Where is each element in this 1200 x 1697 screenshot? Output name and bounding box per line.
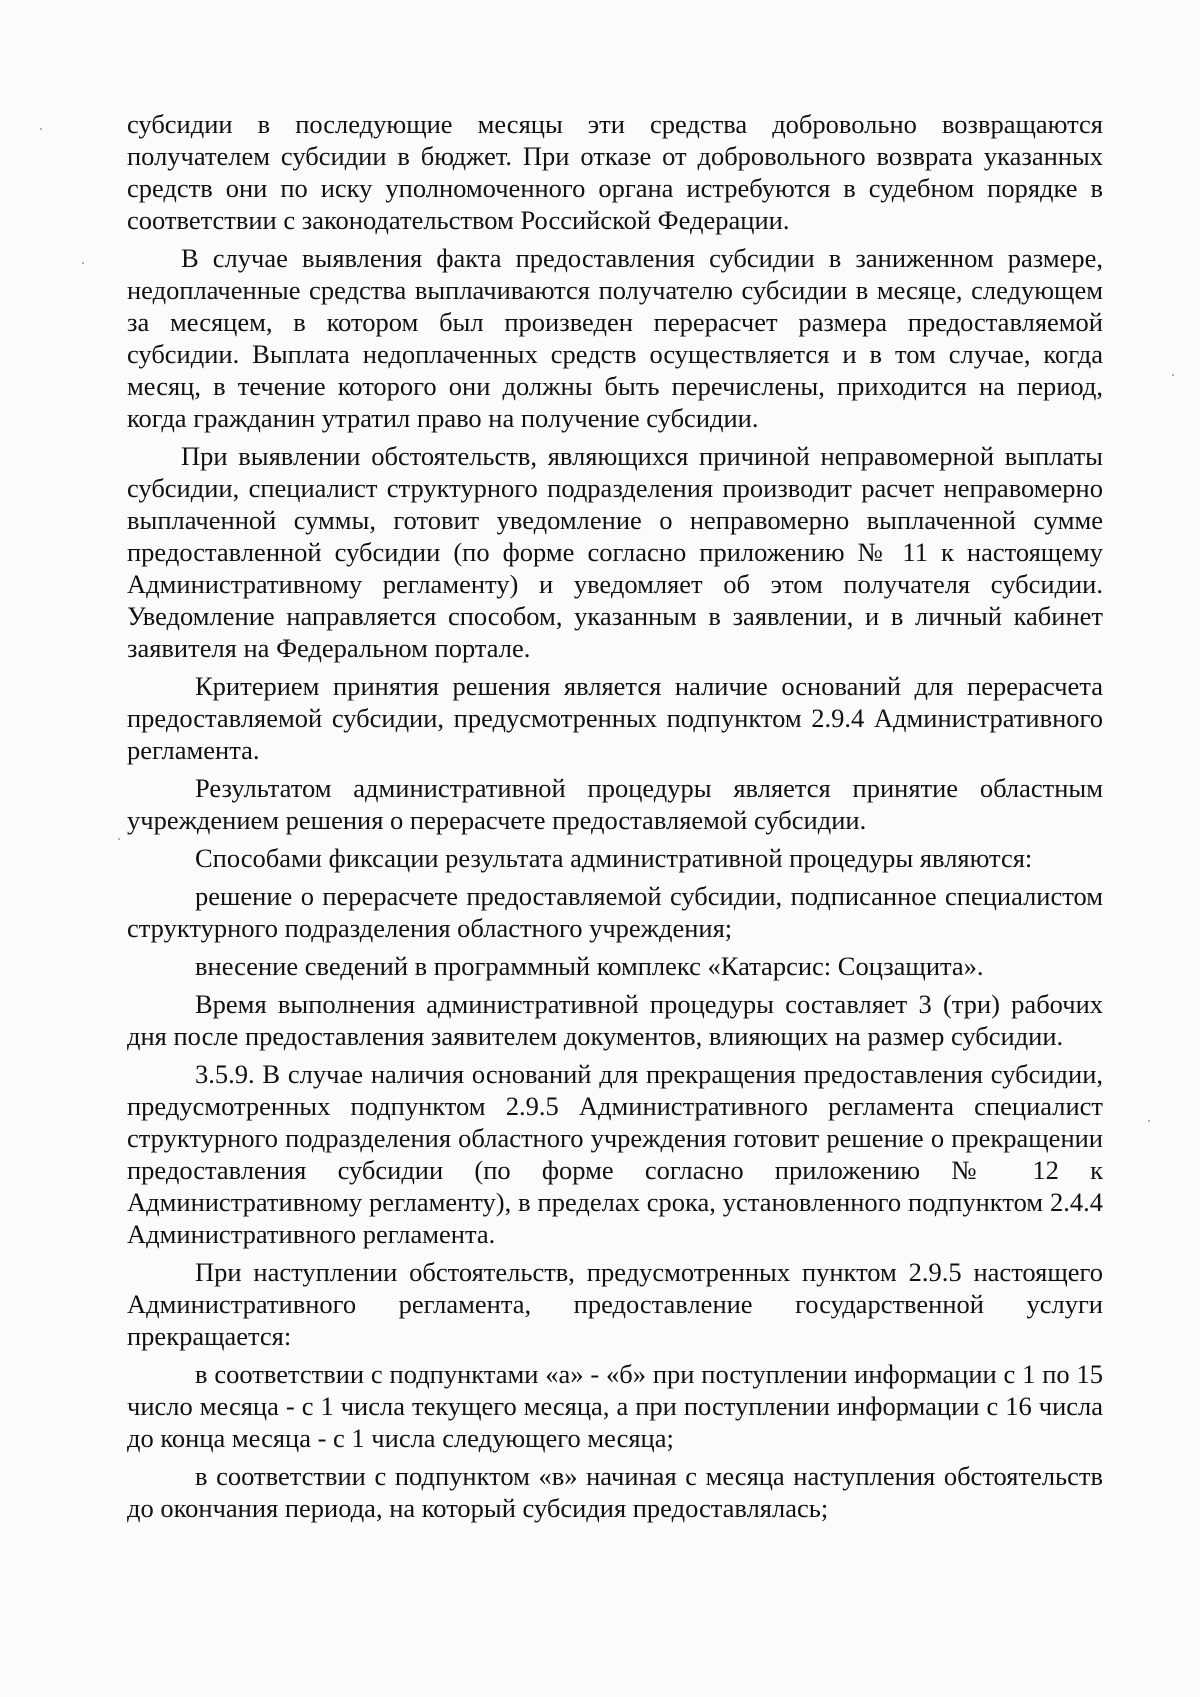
paragraph-2: В случае выявления факта предоставления субсидии в заниженном размере, недоплаченные средства выплачиваются получателю субсидии в месяце, следующем за месяцем, в котором был произведен перерасчет размера предоставляемой субсидии. Выплата недоплаченных средств осуществляется и в том случае, когда месяц, в течение которого они должны быть перечислены, приходится на период, когда гражданин утратил право на получение субсидии. [127,243,1103,433]
paragraph-3: При выявлении обстоятельств, являющихся причиной неправомерной выплаты субсидии, специалист структурного подразделения производит расчет неправомерно выплаченной суммы, готовит уведомление о неправомерно выплаченной сумме предоставленной субсидии (по форме согласно приложению № 11 к настоящему Административному регламенту) и уведомляет об этом получателя субсидии. Уведомление направляется способом, указанным в заявлении, и в личный кабинет заявителя на Федеральном портале. [127,441,1103,663]
scan-speck [40,128,42,130]
paragraph-1: субсидии в последующие месяцы эти средства добровольно возвращаются получателем субсидии в бюджет. При отказе от добровольного возврата указанных средств они по иску уполномоченного органа истребуются в судебном порядке в соответствии с законодательством Российской Федерации. [127,109,1103,235]
document-page [127,108,1103,1530]
scan-speck [1148,1120,1150,1122]
paragraph-11: При наступлении обстоятельств, предусмотренных пунктом 2.9.5 настоящего Административного регламента, предоставление государственной услуги прекращается: [127,1257,1103,1351]
paragraph-8: внесение сведений в программный комплекс «Катарсис: Соцзащита». [195,951,984,981]
paragraph-4: Критерием принятия решения является наличие оснований для перерасчета предоставляемой субсидии, предусмотренных подпунктом 2.9.4 Административного регламента. [127,671,1103,765]
scan-speck [118,838,120,840]
paragraph-6: Способами фиксации результата административной процедуры являются: [195,843,1033,873]
scan-speck [1172,374,1174,376]
paragraph-7: решение о перерасчете предоставляемой субсидии, подписанное специалистом структурного подразделения областного учреждения; [127,881,1103,943]
paragraph-12: в соответствии с подпунктами «а» - «б» при поступлении информации с 1 по 15 число месяца - с 1 числа текущего месяца, а при поступлении информации с 16 числа до конца месяца - с 1 числа следующего месяца; [127,1359,1103,1453]
paragraph-9: Время выполнения административной процедуры составляет 3 (три) рабочих дня после предоставления заявителем документов, влияющих на размер субсидии. [127,989,1103,1051]
scan-speck [82,262,84,264]
paragraph-5: Результатом административной процедуры является принятие областным учреждением решения о перерасчете предоставляемой субсидии. [127,773,1103,835]
paragraph-13: в соответствии с подпунктом «в» начиная с месяца наступления обстоятельств до окончания периода, на который субсидия предоставлялась; [127,1461,1103,1523]
paragraph-10: 3.5.9. В случае наличия оснований для прекращения предоставления субсидии, предусмотренных подпунктом 2.9.5 Административного регламента специалист структурного подразделения областного учреждения готовит решение о прекращении предоставления субсидии (по форме согласно приложению № 12 к Административному регламенту), в пределах срока, установленного подпунктом 2.4.4 Административного регламента. [127,1059,1103,1249]
